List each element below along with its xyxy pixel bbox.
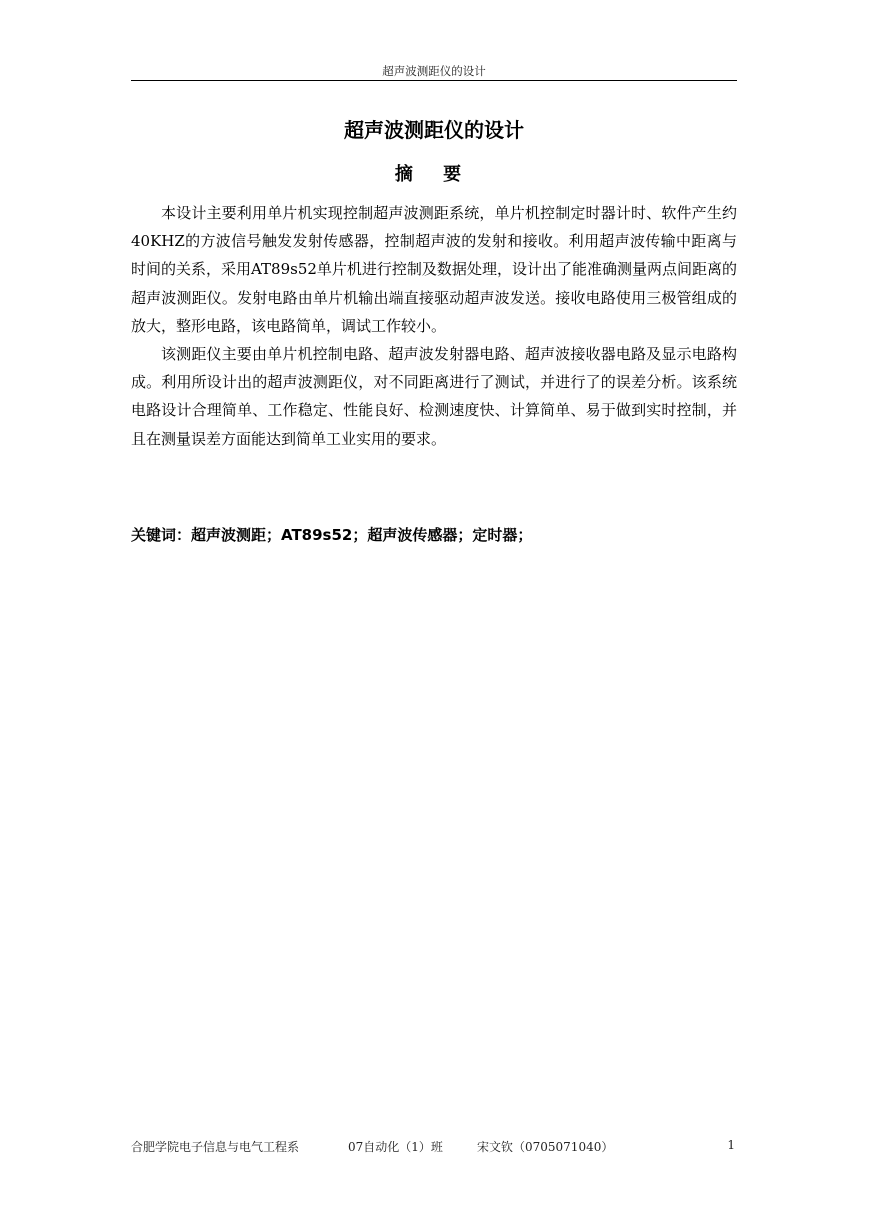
abstract-paragraph-2: 该测距仪主要由单片机控制电路、超声波发射器电路、超声波接收器电路及显示电路构成。利用所设计出的超声波测距仪，对不同距离进行了测试，并进行了的误差分析。该系统电路设计合理简单、工作稳定、性能良好、检测速度快、计算简单、易于做到实时控制，并且在测量误差方面能达到简单工业实用的要求。 — [131, 345, 737, 448]
abstract-paragraph-1: 本设计主要利用单片机实现控制超声波测距系统，单片机控制定时器计时、软件产生约40KHZ的方波信号触发发射传感器，控制超声波的发射和接收。利用超声波传输中距离与时间的关系，采用AT89s52单片机进行控制及数据处理，设计出了能准确测量两点间距离的超声波测距仪。发射电路由单片机输出端直接驱动超声波发送。接收电路使用三极管组成的放大，整形电路，该电路简单，调试工作较小。 — [131, 204, 737, 335]
header-rule — [131, 80, 737, 81]
abstract-heading: 摘 要 — [394, 164, 474, 185]
footer-student: 宋文钦（0705071040） — [477, 1140, 614, 1154]
page-footer — [131, 1138, 737, 1156]
footer-department: 合肥学院电子信息与电气工程系 — [131, 1140, 300, 1154]
abstract-body — [131, 199, 737, 453]
keywords-line: 关键词：超声波测距；AT89s52；超声波传感器；定时器； — [131, 526, 533, 544]
running-header: 超声波测距仪的设计 — [382, 64, 486, 78]
page-number: 1 — [727, 1138, 735, 1152]
document-title: 超声波测距仪的设计 — [344, 118, 524, 142]
footer-class: 07自动化（1）班 — [348, 1140, 443, 1154]
